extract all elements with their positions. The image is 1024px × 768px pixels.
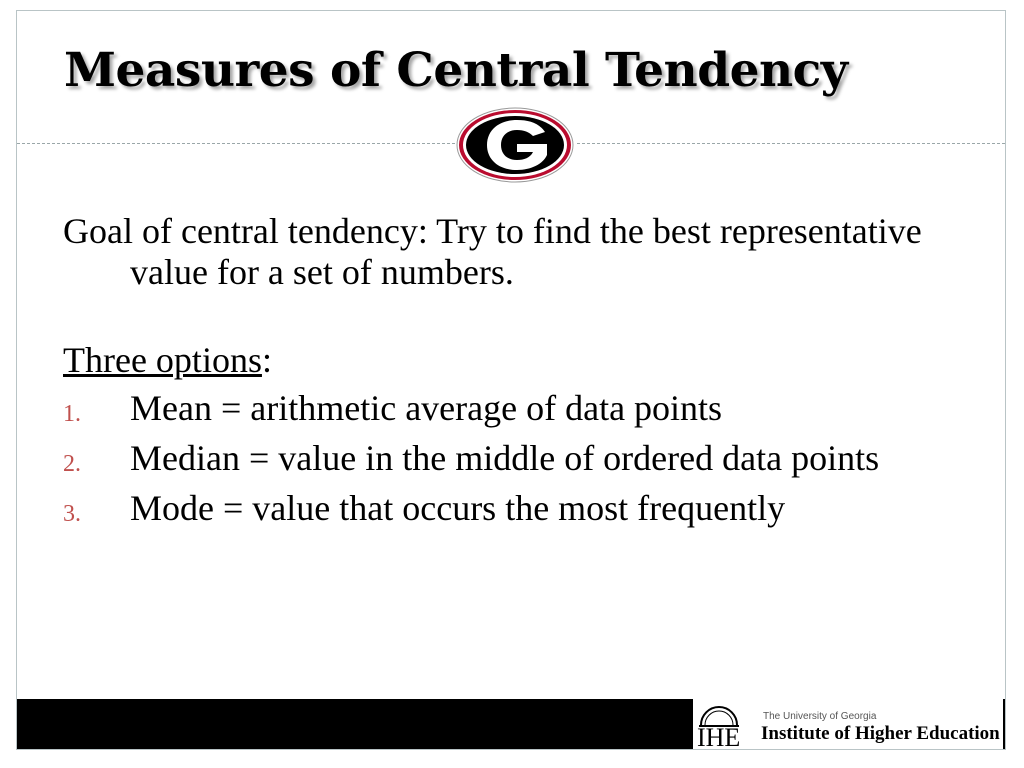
options-list <box>63 388 963 529</box>
list-item <box>63 388 963 429</box>
list-number: 3. <box>63 501 81 527</box>
goal-paragraph: Goal of central tendency: Try to find the best representative value for a set of numbers. <box>63 211 922 292</box>
list-item-text: Median = value in the middle of ordered data points <box>130 438 880 478</box>
list-number: 2. <box>63 451 81 477</box>
slide-body <box>63 211 963 538</box>
list-item <box>63 438 963 479</box>
list-item-text: Mean = arithmetic average of data points <box>130 388 723 428</box>
ihe-mark-text: IHE <box>697 723 741 747</box>
options-heading-colon: : <box>261 340 272 380</box>
slide <box>16 10 1006 750</box>
org-name-text: Institute of Higher Education <box>761 723 1000 744</box>
ihe-arch-icon <box>697 705 763 747</box>
g-logo-icon <box>455 105 575 185</box>
footer-bar <box>17 699 1005 750</box>
ihe-logo <box>693 699 1003 750</box>
list-item-text: Mode = value that occurs the most frequently <box>130 488 786 528</box>
org-small-text: The University of Georgia <box>763 711 877 722</box>
options-heading <box>63 340 963 381</box>
list-number: 1. <box>63 401 81 427</box>
list-item <box>63 488 963 529</box>
options-heading-label: Three options <box>63 340 262 380</box>
slide-title: Measures of Central Tendency <box>64 43 848 98</box>
